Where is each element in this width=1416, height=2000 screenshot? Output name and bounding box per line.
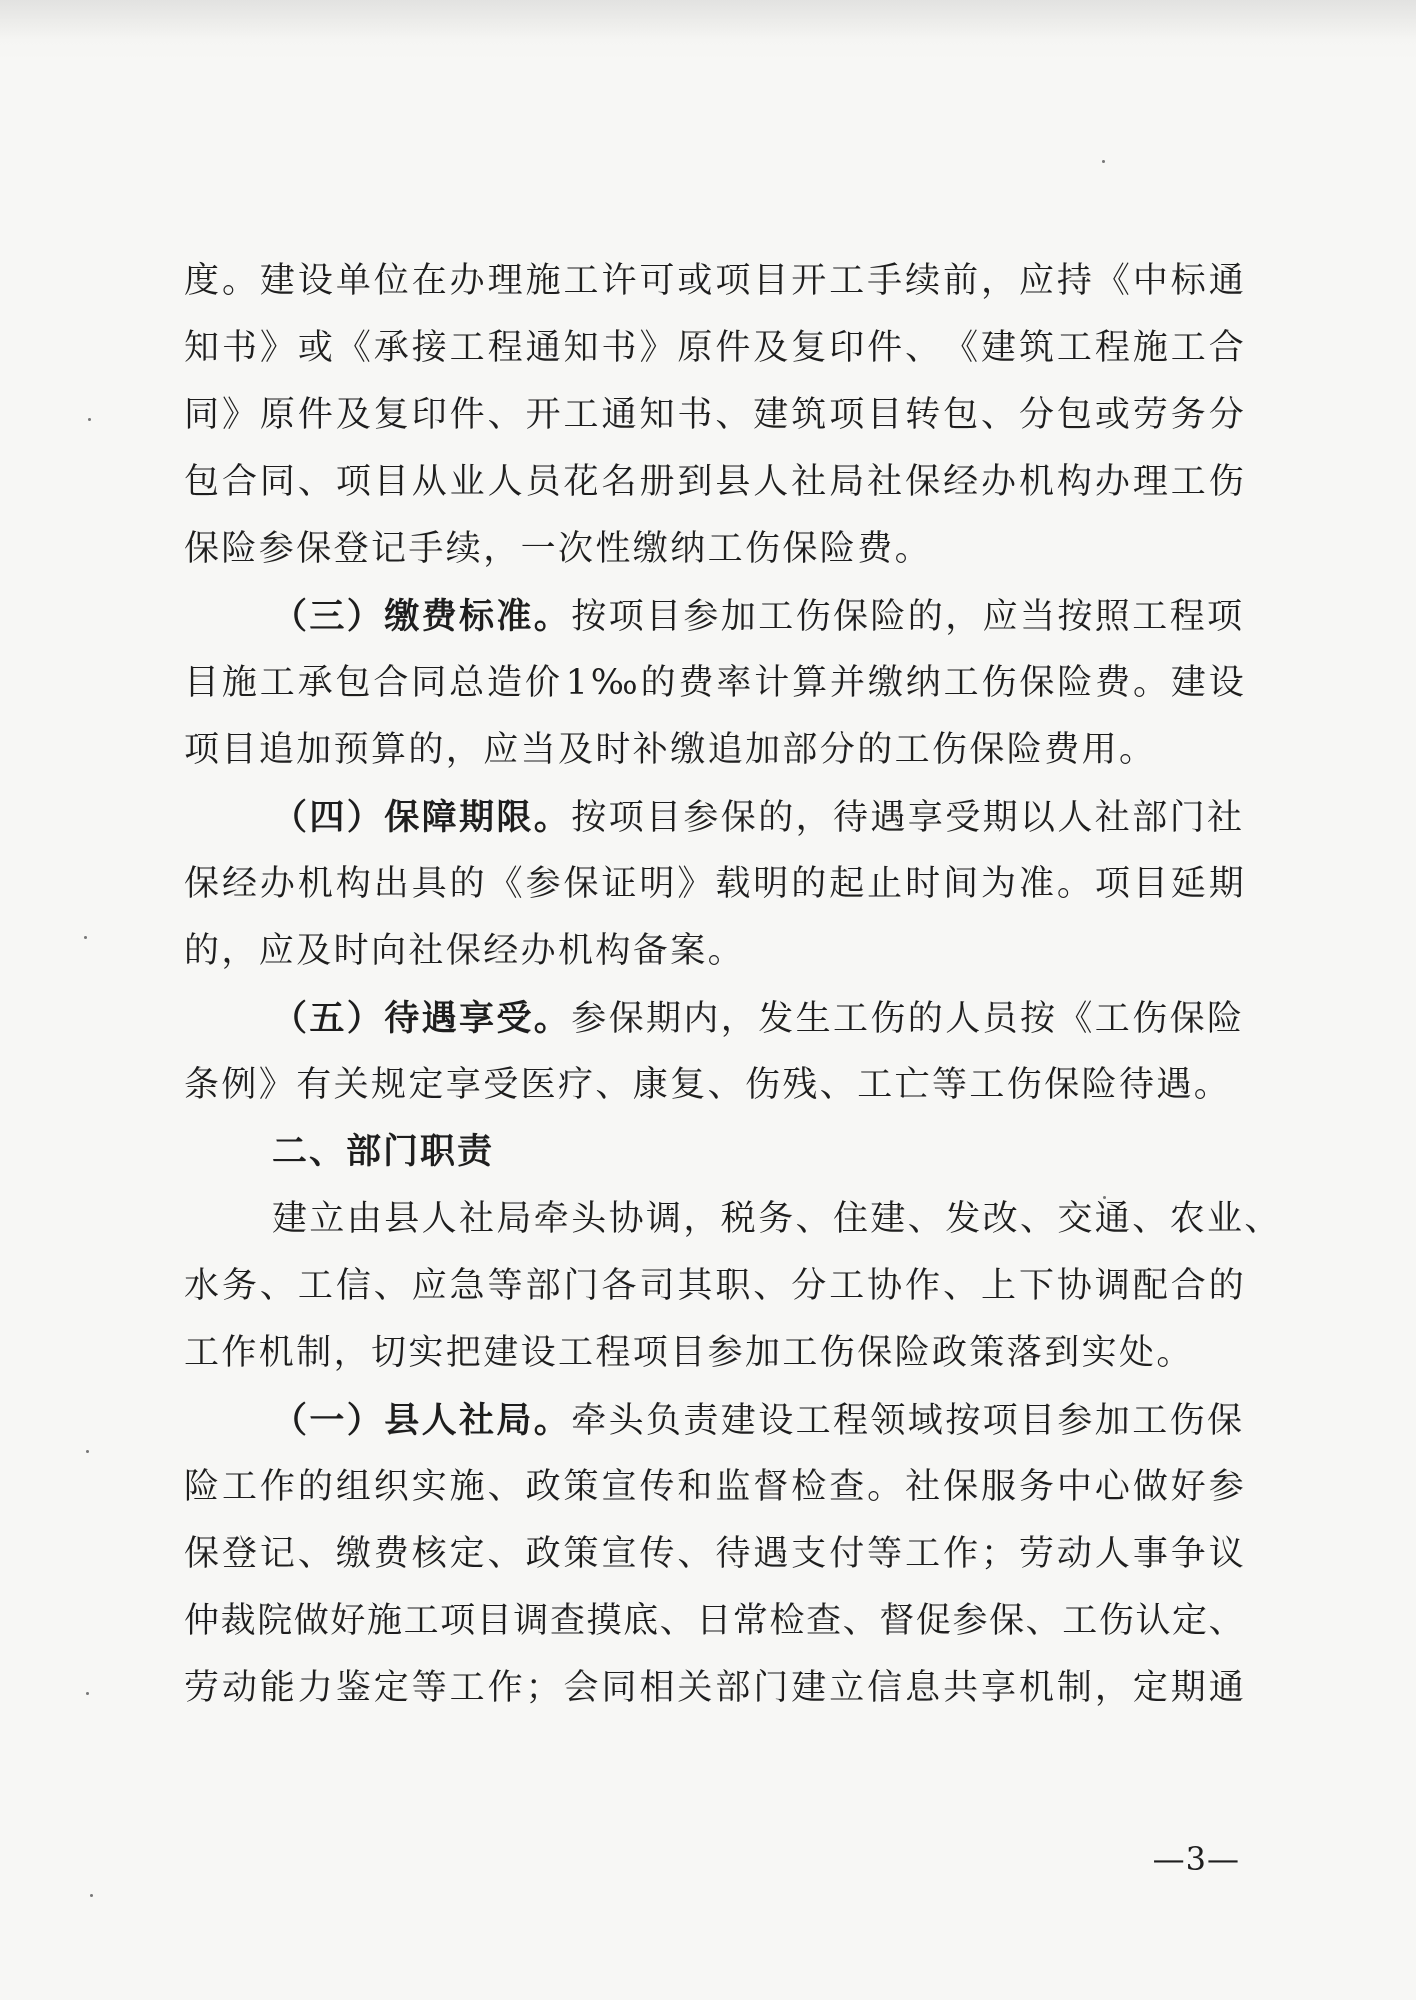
text-line: 保 登 记 、 缴 费 核 定 、 政 策 宣 传 、 待 遇 支 付 等 工 作 ； 劳 动 人 事 争 议	[184, 1534, 1244, 1574]
text-line: 包 合 同 、 项 目 从 业 人 员 花 名 册 到 县 人 社 局 社 保 经 办 机 构 办 理 工 伤	[184, 462, 1244, 502]
subsection-line	[184, 1387, 1244, 1454]
text-line: 险 工 作 的 组 织 实 施 、 政 策 宣 传 和 监 督 检 查 。 社 保 服 务 中 心 做 好 参	[184, 1467, 1244, 1507]
scan-speck	[1102, 160, 1105, 163]
document-body	[184, 248, 1282, 1722]
subsection-line	[184, 985, 1244, 1052]
text-line: 度 。 建 设 单 位 在 办 理 施 工 许 可 或 项 目 开 工 手 续 前 ， 应 持 《 中 标 通	[184, 261, 1244, 301]
scan-speck	[86, 1692, 89, 1695]
subsection-text: 按项目参保的，待遇享受期以人社部门社	[571, 798, 1245, 838]
text-line: 保 经 办 机 构 出 具 的 《 参 保 证 明 》 载 明 的 起 止 时 间 为 准 。 项 目 延 期	[184, 864, 1244, 904]
subsection-line	[184, 784, 1244, 851]
text-line: 知 书 》 或 《 承 接 工 程 通 知 书 》 原 件 及 复 印 件 、 《 建 筑 工 程 施 工 合	[184, 328, 1244, 368]
text-line: 劳 动 能 力 鉴 定 等 工 作 ； 会 同 相 关 部 门 建 立 信 息 共 享 机 制 ， 定 期 通	[184, 1668, 1244, 1708]
scan-edge-shadow	[0, 0, 1416, 40]
text-line: 条例》有关规定享受医疗、康复、伤残、工亡等工伤保险待遇。	[184, 1065, 1232, 1105]
subsection-title: （三）缴费标准。	[272, 596, 572, 637]
subsection-text: 牵头负责建设工程领域按项目参加工伤保	[571, 1401, 1245, 1441]
text-line: 的，应及时向社保经办机构备案。	[184, 931, 746, 971]
text-line: 工作机制，切实把建设工程项目参加工伤保险政策落到实处。	[184, 1333, 1194, 1373]
text-line: 目 施 工 承 包 合 同 总 造 价 1 ‰ 的 费 率 计 算 并 缴 纳 工 伤 保 险 费 。 建 设	[184, 663, 1244, 703]
scan-speck	[86, 1450, 89, 1453]
scan-speck	[1103, 1196, 1106, 1199]
section-heading: 二、部门职责	[272, 1132, 495, 1172]
subsection-title: （一）县人社局。	[272, 1400, 572, 1441]
scan-speck	[90, 1894, 93, 1897]
page-number: —3—	[1152, 1840, 1240, 1878]
text-line: 保险参保登记手续，一次性缴纳工伤保险费。	[184, 529, 933, 569]
text-line: 仲 裁 院 做 好 施 工 项 目 调 查 摸 底 、 日 常 检 查 、 督 促 参 保 、 工 伤 认 定 、	[184, 1601, 1244, 1641]
subsection-text: 按项目参加工伤保险的，应当按照工程项	[571, 597, 1245, 637]
text-line: 水 务 、 工 信 、 应 急 等 部 门 各 司 其 职 、 分 工 协 作 、 上 下 协 调 配 合 的	[184, 1266, 1244, 1306]
subsection-title: （四）保障期限。	[272, 797, 572, 838]
text-line: 建立由县人社局牵头协调，税务、住建、发改、交通、农业、	[272, 1199, 1282, 1239]
scan-speck	[84, 936, 87, 939]
subsection-text: 参保期内，发生工伤的人员按《工伤保险	[571, 999, 1245, 1039]
text-line: 同 》 原 件 及 复 印 件 、 开 工 通 知 书 、 建 筑 项 目 转 包 、 分 包 或 劳 务 分	[184, 395, 1244, 435]
subsection-line	[184, 583, 1244, 650]
text-line: 项目追加预算的，应当及时补缴追加部分的工伤保险费用。	[184, 730, 1157, 770]
scan-speck	[88, 418, 91, 421]
subsection-title: （五）待遇享受。	[272, 998, 572, 1039]
